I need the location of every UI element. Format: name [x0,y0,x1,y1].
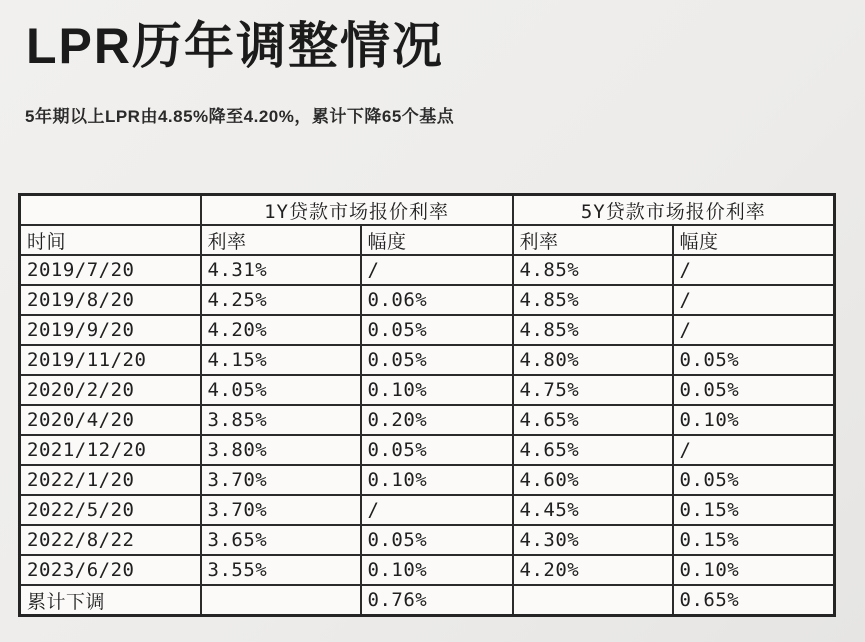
date-cell: 2022/1/20 [20,465,201,495]
table-row [20,525,835,555]
change-1y-cell: 0.06% [361,285,513,315]
change-5y-cell: / [673,435,835,465]
change-1y-cell: 0.76% [361,585,513,616]
rate-1y-cell: 3.70% [201,495,361,525]
table-row [20,315,835,345]
table-row [20,585,835,616]
date-cell: 2022/5/20 [20,495,201,525]
rate-1y-cell: 3.85% [201,405,361,435]
change-5y-cell: 0.05% [673,375,835,405]
table-row [20,285,835,315]
rate-5y-cell: 4.20% [513,555,673,585]
change-1y-cell: 0.10% [361,555,513,585]
change-5y-cell: / [673,255,835,285]
rate-5y-cell: 4.30% [513,525,673,555]
change-1y-cell: 0.05% [361,525,513,555]
group-header-1y: 1Y贷款市场报价利率 [201,195,513,226]
table-row [20,345,835,375]
table-row [20,465,835,495]
date-cell: 2023/6/20 [20,555,201,585]
rate-5y-cell: 4.65% [513,405,673,435]
col-header-rate-1y: 利率 [201,225,361,255]
change-5y-cell: 0.15% [673,495,835,525]
rate-1y-cell: 4.20% [201,315,361,345]
table-row [20,435,835,465]
change-5y-cell: 0.65% [673,585,835,616]
change-5y-cell: 0.15% [673,525,835,555]
change-5y-cell: / [673,285,835,315]
change-1y-cell: 0.05% [361,435,513,465]
col-header-change-1y: 幅度 [361,225,513,255]
group-header-blank [20,195,201,226]
rate-1y-cell: 3.70% [201,465,361,495]
date-cell: 累计下调 [20,585,201,616]
change-5y-cell: 0.10% [673,555,835,585]
lpr-table [18,193,836,617]
rate-1y-cell: 3.65% [201,525,361,555]
rate-1y-cell [201,585,361,616]
change-1y-cell: / [361,255,513,285]
date-cell: 2020/4/20 [20,405,201,435]
change-5y-cell: 0.05% [673,345,835,375]
table-row [20,405,835,435]
date-cell: 2019/9/20 [20,315,201,345]
rate-1y-cell: 3.80% [201,435,361,465]
rate-5y-cell: 4.80% [513,345,673,375]
rate-1y-cell: 4.15% [201,345,361,375]
rate-1y-cell: 4.25% [201,285,361,315]
table-row [20,255,835,285]
change-1y-cell: 0.20% [361,405,513,435]
change-5y-cell: 0.05% [673,465,835,495]
date-cell: 2019/8/20 [20,285,201,315]
sub-header-row [20,225,835,255]
rate-1y-cell: 4.31% [201,255,361,285]
rate-5y-cell: 4.45% [513,495,673,525]
rate-5y-cell [513,585,673,616]
rate-1y-cell: 3.55% [201,555,361,585]
subtitle: 5年期以上LPR由4.85%降至4.20%，累计下降65个基点 [25,106,455,126]
date-cell: 2019/7/20 [20,255,201,285]
lpr-table-body [20,255,835,616]
group-header-row [20,195,835,226]
table-row [20,375,835,405]
change-5y-cell: 0.10% [673,405,835,435]
col-header-rate-5y: 利率 [513,225,673,255]
date-cell: 2021/12/20 [20,435,201,465]
rate-5y-cell: 4.65% [513,435,673,465]
date-cell: 2022/8/22 [20,525,201,555]
rate-1y-cell: 4.05% [201,375,361,405]
date-cell: 2019/11/20 [20,345,201,375]
rate-5y-cell: 4.85% [513,315,673,345]
change-1y-cell: 0.10% [361,465,513,495]
table-row [20,555,835,585]
page-title: LPR历年调整情况 [26,18,444,74]
change-1y-cell: / [361,495,513,525]
rate-5y-cell: 4.60% [513,465,673,495]
date-cell: 2020/2/20 [20,375,201,405]
group-header-5y: 5Y贷款市场报价利率 [513,195,835,226]
change-1y-cell: 0.05% [361,315,513,345]
col-header-change-5y: 幅度 [673,225,835,255]
rate-5y-cell: 4.75% [513,375,673,405]
rate-5y-cell: 4.85% [513,285,673,315]
change-1y-cell: 0.10% [361,375,513,405]
rate-5y-cell: 4.85% [513,255,673,285]
col-header-time: 时间 [20,225,201,255]
change-1y-cell: 0.05% [361,345,513,375]
table-row [20,495,835,525]
change-5y-cell: / [673,315,835,345]
